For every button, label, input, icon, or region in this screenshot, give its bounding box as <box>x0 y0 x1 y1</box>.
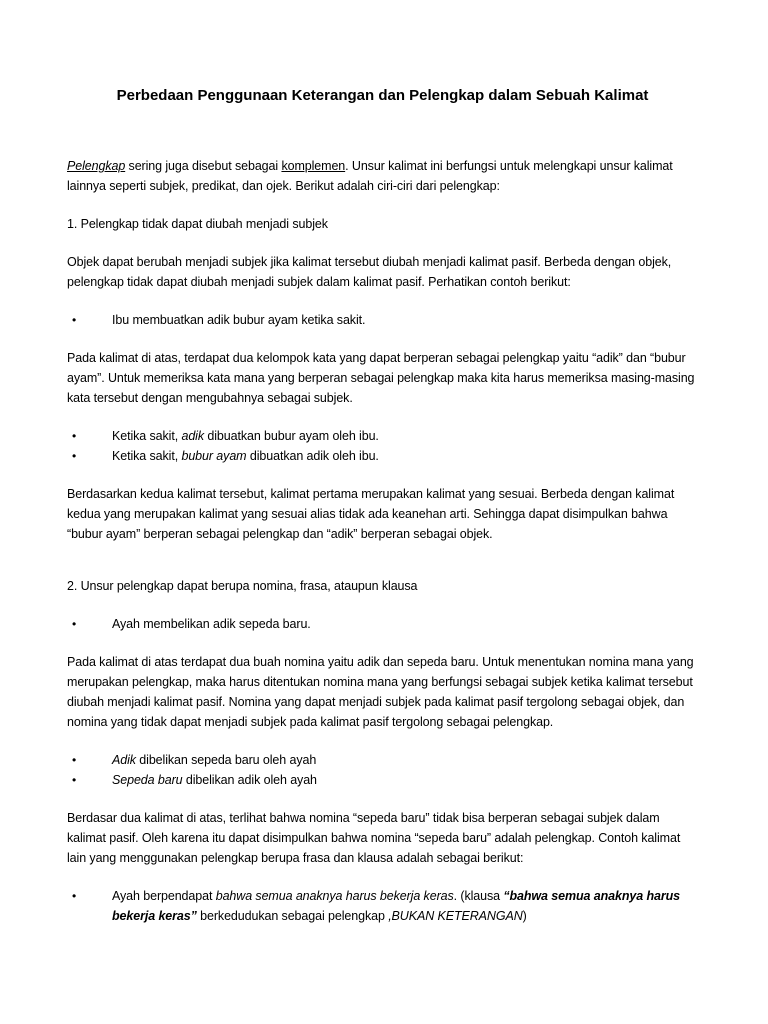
section-2-paragraph-1: Pada kalimat di atas terdapat dua buah nomina yaitu adik dan sepeda baru. Untuk menentukan nomina mana yang merupakan pelengkap, maka harus ditentukan nomina mana yang berfungsi sebagai subjek ketika kalimat tersebut diubah menjadi kalimat pasif. Nomina yang dapat menjadi subjek pada kalimat pasif tergolong sebagai objek, dan nomina yang tidak dapat menjadi subjek pada kalimat pasif tergolong sebagai pelengkap. <box>67 655 694 729</box>
bullet-icon: • <box>72 617 77 631</box>
bullet-icon: • <box>72 753 77 767</box>
list-item: • Sepeda baru dibelikan adik oleh ayah <box>67 770 698 790</box>
section-1-example-list-2 <box>67 426 698 466</box>
intro-paragraph: Pelengkap sering juga disebut sebagai komplemen. Unsur kalimat ini berfungsi untuk melengkapi unsur kalimat lainnya seperti subjek, predikat, dan ojek. Berikut adalah ciri-ciri dari pelengkap: <box>67 159 673 193</box>
bullet-icon: • <box>72 429 77 443</box>
section-1-paragraph-2: Pada kalimat di atas, terdapat dua kelompok kata yang dapat berperan sebagai pelengkap yaitu “adik” dan “bubur ayam”. Untuk memeriksa kata mana yang berperan sebagai pelengkap maka kita harus memeriksa masing-masing kata tersebut dengan mengubahnya sebagai subjek. <box>67 351 695 405</box>
document-title: Perbedaan Penggunaan Keterangan dan Pelengkap dalam Sebuah Kalimat <box>116 87 649 104</box>
section-1-paragraph-3: Berdasarkan kedua kalimat tersebut, kalimat pertama merupakan kalimat yang sesuai. Berbeda dengan kalimat kedua yang merupakan kalimat yang sesuai alias tidak ada keanehan arti. Sehingga dapat disimpulkan bahwa “bubur ayam” berperan sebagai pelengkap dan “adik” berperan sebagai objek. <box>67 487 675 541</box>
bullet-icon: • <box>72 313 77 327</box>
bullet-icon: • <box>72 449 77 463</box>
section-1-example-list-1 <box>67 310 698 330</box>
section-1-paragraph-1: Objek dapat berubah menjadi subjek jika kalimat tersebut diubah menjadi kalimat pasif. Berbeda dengan objek, pelengkap tidak dapat diubah menjadi subjek dalam kalimat pasif. Perhatikan contoh berikut: <box>67 255 672 289</box>
list-item: • Ketika sakit, bubur ayam dibuatkan adik oleh ibu. <box>67 446 698 466</box>
list-item: • Ketika sakit, adik dibuatkan bubur ayam oleh ibu. <box>67 426 698 446</box>
list-item: • Ayah membelikan adik sepeda baru. <box>67 614 698 634</box>
section-2-example-list-1 <box>67 614 698 634</box>
section-2-paragraph-2: Berdasar dua kalimat di atas, terlihat bahwa nomina “sepeda baru” tidak bisa berperan sebagai subjek dalam kalimat pasif. Oleh karena itu dapat disimpulkan bahwa nomina “sepeda baru” adalah pelengkap. Contoh kalimat lain yang menggunakan pelengkap berupa frasa dan klausa adalah sebagai berikut: <box>67 811 681 865</box>
section-1-heading: 1. Pelengkap tidak dapat diubah menjadi subjek <box>67 217 328 231</box>
bullet-icon: • <box>72 773 77 787</box>
list-item: • Ayah berpendapat bahwa semua anaknya harus bekerja keras. (klausa “bahwa semua anaknya harus bekerja keras” berkedudukan sebagai pelengkap ,BUKAN KETERANGAN) <box>67 886 698 926</box>
bullet-icon: • <box>72 889 77 903</box>
term-pelengkap: Pelengkap <box>67 159 126 173</box>
list-item: • Adik dibelikan sepeda baru oleh ayah <box>67 750 698 770</box>
section-2-example-list-3 <box>67 886 698 926</box>
list-item: • Ibu membuatkan adik bubur ayam ketika sakit. <box>67 310 698 330</box>
section-2-heading: 2. Unsur pelengkap dapat berupa nomina, frasa, ataupun klausa <box>67 579 418 593</box>
term-komplemen: komplemen <box>281 159 346 173</box>
section-2-example-list-2 <box>67 750 698 790</box>
